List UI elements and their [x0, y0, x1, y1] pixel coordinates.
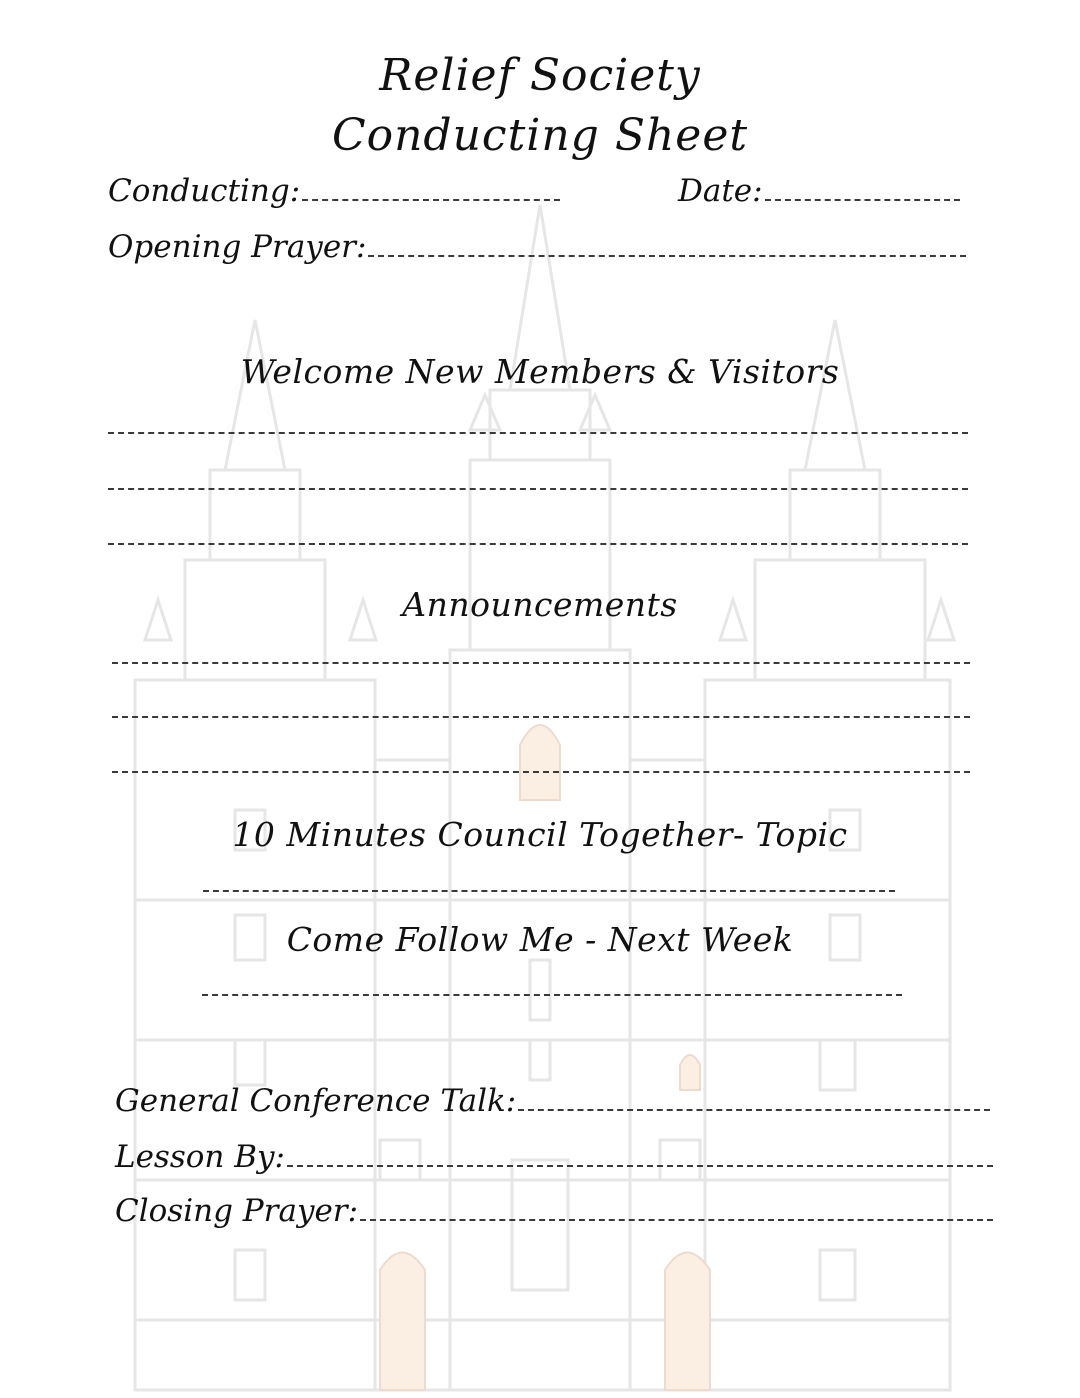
announcements-line-1[interactable]	[112, 662, 970, 664]
general-conference-field[interactable]	[115, 1083, 990, 1119]
welcome-line-1[interactable]	[108, 432, 968, 434]
opening-prayer-field[interactable]	[108, 229, 966, 265]
announcements-line-2[interactable]	[112, 716, 970, 718]
date-blank[interactable]	[765, 199, 960, 201]
conducting-field[interactable]	[108, 173, 560, 209]
conducting-label: Conducting:	[108, 173, 301, 209]
lesson-by-blank[interactable]	[287, 1165, 993, 1167]
closing-prayer-field[interactable]	[115, 1193, 993, 1229]
closing-prayer-label: Closing Prayer:	[115, 1193, 359, 1229]
title-line-2: Conducting Sheet	[331, 110, 749, 161]
council-heading: 10 Minutes Council Together- Topic	[232, 815, 848, 854]
announcements-line-3[interactable]	[112, 771, 970, 773]
come-follow-me-line[interactable]	[202, 994, 902, 996]
opening-prayer-blank[interactable]	[368, 255, 966, 257]
date-label: Date:	[678, 173, 763, 209]
title-line-1: Relief Society	[379, 50, 701, 101]
lesson-by-label: Lesson By:	[115, 1139, 285, 1175]
conducting-blank[interactable]	[302, 199, 560, 201]
announcements-heading: Announcements	[402, 585, 678, 624]
date-field[interactable]	[678, 173, 960, 209]
general-conference-label: General Conference Talk:	[115, 1083, 517, 1119]
lesson-by-field[interactable]	[115, 1139, 993, 1175]
opening-prayer-label: Opening Prayer:	[108, 229, 367, 265]
closing-prayer-blank[interactable]	[360, 1219, 993, 1221]
welcome-heading: Welcome New Members & Visitors	[240, 352, 840, 391]
welcome-line-2[interactable]	[108, 488, 968, 490]
general-conference-blank[interactable]	[518, 1109, 990, 1111]
come-follow-me-heading: Come Follow Me - Next Week	[286, 920, 794, 959]
council-line[interactable]	[203, 890, 895, 892]
welcome-line-3[interactable]	[108, 543, 968, 545]
